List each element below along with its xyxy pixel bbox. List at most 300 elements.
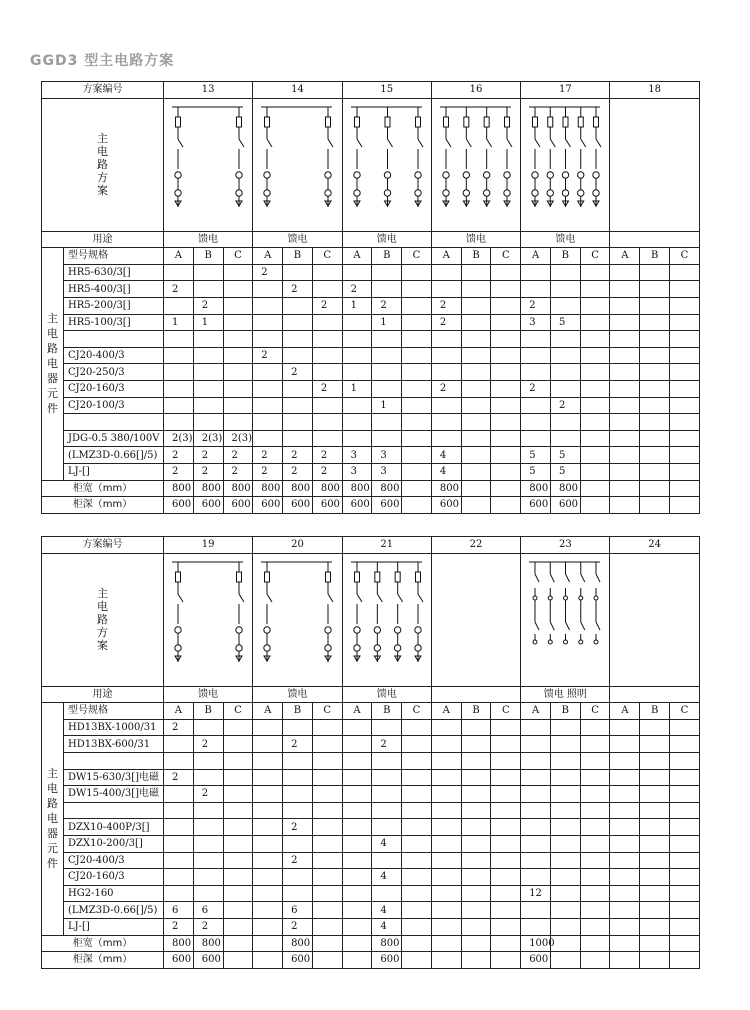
component-model: DW15-400/3[]电磁 bbox=[64, 786, 164, 803]
cabinet-depth-value: 600 bbox=[342, 497, 372, 514]
component-qty bbox=[461, 347, 491, 364]
component-qty bbox=[431, 869, 461, 886]
component-qty bbox=[193, 364, 223, 381]
phase-header: B bbox=[372, 248, 402, 265]
component-qty: 2 bbox=[312, 463, 342, 480]
component-qty bbox=[223, 819, 253, 836]
component-qty: 2 bbox=[193, 447, 223, 464]
phase-header: C bbox=[670, 248, 700, 265]
component-qty bbox=[253, 719, 283, 736]
circuit-schematic bbox=[432, 99, 521, 231]
component-qty bbox=[283, 835, 313, 852]
component-qty bbox=[312, 802, 342, 819]
component-qty bbox=[491, 297, 521, 314]
cabinet-width-value: 800 bbox=[193, 480, 223, 497]
component-qty bbox=[342, 397, 372, 414]
component-qty: 6 bbox=[164, 902, 194, 919]
component-qty bbox=[610, 885, 640, 902]
fuse-symbol bbox=[326, 572, 331, 582]
fuse-symbol bbox=[533, 117, 538, 127]
component-qty: 2 bbox=[372, 736, 402, 753]
component-qty bbox=[491, 397, 521, 414]
component-qty: 4 bbox=[431, 447, 461, 464]
component-qty bbox=[580, 736, 610, 753]
component-row bbox=[42, 918, 700, 935]
component-qty bbox=[461, 463, 491, 480]
fuse-symbol bbox=[578, 117, 583, 127]
component-qty bbox=[223, 380, 253, 397]
scheme-table-1 bbox=[41, 81, 699, 514]
ct-symbol bbox=[236, 189, 242, 195]
component-row bbox=[42, 380, 700, 397]
cabinet-depth-value bbox=[610, 952, 640, 969]
phase-header: B bbox=[193, 248, 223, 265]
component-qty bbox=[610, 347, 640, 364]
component-qty bbox=[312, 736, 342, 753]
component-model: JDG-0.5 380/100V bbox=[64, 430, 164, 447]
component-qty bbox=[164, 297, 194, 314]
ct-symbol bbox=[384, 171, 390, 177]
component-qty bbox=[372, 802, 402, 819]
usage-value: 馈电 照明 bbox=[521, 686, 610, 703]
component-row bbox=[42, 347, 700, 364]
component-qty bbox=[640, 297, 670, 314]
component-qty bbox=[431, 918, 461, 935]
component-qty bbox=[550, 281, 580, 298]
component-qty bbox=[491, 885, 521, 902]
component-qty bbox=[580, 347, 610, 364]
component-qty bbox=[283, 430, 313, 447]
component-qty bbox=[253, 752, 283, 769]
component-qty: 2 bbox=[223, 463, 253, 480]
component-qty bbox=[223, 902, 253, 919]
component-qty bbox=[550, 719, 580, 736]
cabinet-width-value bbox=[550, 935, 580, 952]
component-qty bbox=[283, 414, 313, 431]
component-qty bbox=[164, 264, 194, 281]
cabinet-depth-value: 600 bbox=[164, 952, 194, 969]
scheme-number: 15 bbox=[342, 82, 431, 99]
component-qty bbox=[580, 297, 610, 314]
phase-header: C bbox=[312, 248, 342, 265]
component-qty bbox=[580, 819, 610, 836]
cabinet-depth-value bbox=[580, 952, 610, 969]
component-qty bbox=[640, 918, 670, 935]
cabinet-width-value: 800 bbox=[521, 480, 551, 497]
component-qty bbox=[580, 769, 610, 786]
component-qty bbox=[491, 264, 521, 281]
ct-symbol bbox=[414, 171, 420, 177]
component-qty: 2 bbox=[283, 281, 313, 298]
component-qty bbox=[670, 414, 700, 431]
cabinet-depth-value: 600 bbox=[253, 497, 283, 514]
component-qty: 2 bbox=[193, 297, 223, 314]
component-qty bbox=[223, 364, 253, 381]
phase-header: B bbox=[550, 703, 580, 720]
scheme-number-label: 方案编号 bbox=[42, 537, 164, 554]
switch-symbol bbox=[446, 139, 451, 147]
phase-header: B bbox=[640, 248, 670, 265]
component-qty bbox=[550, 364, 580, 381]
component-qty bbox=[521, 902, 551, 919]
cabinet-width-value bbox=[402, 935, 432, 952]
component-qty bbox=[610, 736, 640, 753]
component-qty bbox=[670, 786, 700, 803]
phase-header: B bbox=[283, 248, 313, 265]
component-qty bbox=[461, 281, 491, 298]
component-qty bbox=[402, 447, 432, 464]
component-qty bbox=[193, 835, 223, 852]
cabinet-depth-label: 柜深（mm） bbox=[42, 952, 164, 969]
usage-row bbox=[42, 686, 700, 703]
component-qty bbox=[402, 397, 432, 414]
scheme-number: 13 bbox=[164, 82, 253, 99]
fuse-symbol bbox=[594, 596, 598, 600]
fuse-symbol bbox=[237, 117, 242, 127]
component-qty: 2 bbox=[521, 380, 551, 397]
component-row bbox=[42, 264, 700, 281]
component-qty bbox=[164, 380, 194, 397]
component-qty bbox=[580, 902, 610, 919]
component-qty bbox=[253, 364, 283, 381]
component-qty bbox=[402, 769, 432, 786]
component-qty bbox=[610, 281, 640, 298]
component-qty bbox=[640, 719, 670, 736]
cabinet-width-label: 柜宽（mm） bbox=[42, 935, 164, 952]
component-model: CJ20-400/3 bbox=[64, 347, 164, 364]
cabinet-width-value bbox=[402, 480, 432, 497]
cabinet-width-value bbox=[491, 480, 521, 497]
component-qty bbox=[670, 736, 700, 753]
component-qty bbox=[312, 769, 342, 786]
component-qty bbox=[402, 869, 432, 886]
component-group-label bbox=[42, 703, 64, 935]
component-qty bbox=[342, 331, 372, 348]
component-row bbox=[42, 902, 700, 919]
cabinet-depth-value bbox=[342, 952, 372, 969]
component-qty: 2(3) bbox=[193, 430, 223, 447]
component-qty bbox=[670, 397, 700, 414]
component-qty: 2 bbox=[283, 364, 313, 381]
component-qty bbox=[461, 430, 491, 447]
component-qty: 2 bbox=[253, 447, 283, 464]
fuse-symbol bbox=[326, 117, 331, 127]
component-qty bbox=[312, 264, 342, 281]
fuse-symbol bbox=[504, 117, 509, 127]
component-qty bbox=[312, 347, 342, 364]
component-qty bbox=[431, 852, 461, 869]
component-qty bbox=[491, 752, 521, 769]
component-qty bbox=[670, 447, 700, 464]
phase-header: A bbox=[431, 703, 461, 720]
cabinet-depth-value bbox=[461, 497, 491, 514]
usage-value bbox=[610, 231, 699, 248]
cabinet-width-value bbox=[640, 480, 670, 497]
component-qty bbox=[312, 786, 342, 803]
component-qty bbox=[670, 331, 700, 348]
phase-header: C bbox=[580, 703, 610, 720]
cabinet-width-value: 800 bbox=[223, 480, 253, 497]
component-qty bbox=[402, 786, 432, 803]
component-qty bbox=[610, 380, 640, 397]
component-qty: 4 bbox=[431, 463, 461, 480]
component-qty bbox=[640, 281, 670, 298]
component-qty bbox=[670, 802, 700, 819]
component-qty bbox=[402, 297, 432, 314]
component-qty bbox=[461, 414, 491, 431]
phase-header: B bbox=[461, 703, 491, 720]
phase-header: A bbox=[431, 248, 461, 265]
component-qty bbox=[491, 447, 521, 464]
component-qty bbox=[372, 331, 402, 348]
component-qty bbox=[491, 902, 521, 919]
component-qty bbox=[580, 885, 610, 902]
component-qty bbox=[402, 752, 432, 769]
component-qty: 2 bbox=[164, 918, 194, 935]
component-qty bbox=[342, 736, 372, 753]
component-qty bbox=[372, 852, 402, 869]
switch-symbol bbox=[239, 594, 244, 602]
component-qty bbox=[342, 918, 372, 935]
circuit-schematic bbox=[610, 554, 699, 686]
component-qty bbox=[521, 786, 551, 803]
component-qty bbox=[283, 719, 313, 736]
scheme-table-2 bbox=[41, 536, 699, 969]
component-qty bbox=[640, 802, 670, 819]
component-qty bbox=[372, 364, 402, 381]
component-qty bbox=[342, 719, 372, 736]
component-qty bbox=[253, 430, 283, 447]
component-qty bbox=[164, 752, 194, 769]
component-model: CJ20-100/3 bbox=[64, 397, 164, 414]
switch-symbol bbox=[357, 594, 362, 602]
usage-value: 馈电 bbox=[164, 231, 253, 248]
cabinet-width-value: 800 bbox=[342, 480, 372, 497]
component-qty bbox=[491, 819, 521, 836]
component-qty: 2 bbox=[164, 719, 194, 736]
component-model: HG2-160 bbox=[64, 885, 164, 902]
switch-symbol bbox=[566, 574, 570, 582]
cabinet-width-value: 800 bbox=[431, 480, 461, 497]
component-qty bbox=[610, 314, 640, 331]
cabinet-width-value bbox=[580, 480, 610, 497]
cabinet-depth-value: 600 bbox=[372, 497, 402, 514]
component-qty bbox=[193, 885, 223, 902]
phase-row bbox=[42, 248, 700, 265]
component-qty bbox=[283, 769, 313, 786]
component-qty bbox=[461, 331, 491, 348]
component-qty bbox=[461, 902, 491, 919]
component-qty bbox=[342, 414, 372, 431]
component-qty bbox=[342, 786, 372, 803]
component-qty bbox=[610, 463, 640, 480]
component-qty bbox=[461, 869, 491, 886]
circuit-diagram-cell bbox=[521, 98, 610, 231]
fuse-symbol bbox=[415, 117, 420, 127]
ct-symbol bbox=[353, 644, 359, 650]
cabinet-depth-value bbox=[312, 952, 342, 969]
fuse-symbol bbox=[564, 640, 568, 644]
component-qty bbox=[431, 786, 461, 803]
cabinet-width-value: 800 bbox=[193, 935, 223, 952]
component-qty: 2 bbox=[193, 786, 223, 803]
component-row bbox=[42, 869, 700, 886]
component-qty bbox=[610, 264, 640, 281]
component-qty bbox=[670, 281, 700, 298]
component-qty bbox=[193, 380, 223, 397]
component-qty: 2 bbox=[312, 380, 342, 397]
circuit-schematic bbox=[343, 99, 432, 231]
component-qty bbox=[580, 380, 610, 397]
component-model: CJ20-160/3 bbox=[64, 380, 164, 397]
component-qty bbox=[491, 769, 521, 786]
component-qty bbox=[521, 769, 551, 786]
component-qty bbox=[193, 719, 223, 736]
component-row bbox=[42, 414, 700, 431]
component-qty bbox=[670, 918, 700, 935]
component-qty: 2 bbox=[283, 852, 313, 869]
component-qty bbox=[640, 786, 670, 803]
component-qty bbox=[283, 380, 313, 397]
ct-symbol bbox=[353, 171, 359, 177]
component-qty bbox=[580, 430, 610, 447]
component-qty bbox=[521, 802, 551, 819]
component-qty bbox=[402, 347, 432, 364]
cabinet-depth-value: 600 bbox=[521, 952, 551, 969]
ct-symbol bbox=[414, 626, 420, 632]
component-qty bbox=[521, 364, 551, 381]
component-qty: 5 bbox=[550, 447, 580, 464]
component-qty bbox=[610, 430, 640, 447]
component-qty bbox=[640, 463, 670, 480]
ct-symbol bbox=[504, 171, 510, 177]
cabinet-depth-value: 600 bbox=[223, 497, 253, 514]
scheme-header-row bbox=[42, 537, 700, 554]
component-qty bbox=[431, 347, 461, 364]
component-qty: 2 bbox=[283, 819, 313, 836]
component-qty bbox=[640, 264, 670, 281]
switch-symbol bbox=[535, 139, 540, 147]
fuse-symbol bbox=[354, 572, 359, 582]
main-circuit-label bbox=[42, 553, 164, 686]
component-qty bbox=[372, 819, 402, 836]
switch-symbol bbox=[178, 594, 183, 602]
component-qty bbox=[402, 852, 432, 869]
phase-header: B bbox=[461, 248, 491, 265]
component-qty bbox=[521, 397, 551, 414]
component-qty bbox=[550, 752, 580, 769]
circuit-schematic bbox=[521, 99, 610, 231]
component-qty bbox=[312, 314, 342, 331]
component-qty bbox=[223, 802, 253, 819]
fuse-symbol bbox=[548, 640, 552, 644]
component-qty bbox=[223, 414, 253, 431]
component-qty bbox=[640, 314, 670, 331]
component-qty bbox=[312, 281, 342, 298]
component-qty bbox=[431, 902, 461, 919]
component-qty bbox=[640, 397, 670, 414]
ct-symbol bbox=[236, 626, 242, 632]
component-qty bbox=[431, 264, 461, 281]
component-qty bbox=[312, 331, 342, 348]
component-qty bbox=[164, 414, 194, 431]
component-qty bbox=[580, 786, 610, 803]
phase-header: C bbox=[402, 703, 432, 720]
component-qty: 1 bbox=[342, 380, 372, 397]
switch-symbol bbox=[418, 139, 423, 147]
diagram-row bbox=[42, 98, 700, 231]
component-qty bbox=[580, 331, 610, 348]
component-qty bbox=[640, 902, 670, 919]
circuit-diagram-cell bbox=[610, 98, 699, 231]
component-qty bbox=[580, 364, 610, 381]
component-qty: 6 bbox=[193, 902, 223, 919]
cabinet-depth-value bbox=[670, 952, 700, 969]
component-qty: 2 bbox=[283, 447, 313, 464]
component-qty: 2 bbox=[312, 447, 342, 464]
component-qty bbox=[431, 885, 461, 902]
component-qty bbox=[610, 752, 640, 769]
component-qty bbox=[670, 819, 700, 836]
component-qty bbox=[640, 885, 670, 902]
component-qty: 2 bbox=[193, 736, 223, 753]
component-qty bbox=[461, 447, 491, 464]
component-qty bbox=[670, 463, 700, 480]
component-qty bbox=[253, 869, 283, 886]
cabinet-width-row bbox=[42, 935, 700, 952]
cabinet-width-value bbox=[342, 935, 372, 952]
component-qty bbox=[461, 819, 491, 836]
component-model bbox=[64, 331, 164, 348]
switch-symbol bbox=[487, 139, 492, 147]
component-qty bbox=[550, 902, 580, 919]
component-qty bbox=[431, 736, 461, 753]
ct-symbol bbox=[325, 626, 331, 632]
component-qty bbox=[670, 347, 700, 364]
ct-symbol bbox=[175, 644, 181, 650]
component-qty bbox=[312, 885, 342, 902]
component-qty bbox=[521, 347, 551, 364]
component-qty bbox=[580, 463, 610, 480]
phase-header: B bbox=[550, 248, 580, 265]
component-qty bbox=[610, 719, 640, 736]
component-qty bbox=[610, 902, 640, 919]
component-qty bbox=[431, 430, 461, 447]
component-qty bbox=[223, 852, 253, 869]
component-qty bbox=[491, 802, 521, 819]
component-qty bbox=[342, 314, 372, 331]
component-qty bbox=[193, 331, 223, 348]
scheme-number: 19 bbox=[164, 537, 253, 554]
component-qty bbox=[461, 264, 491, 281]
component-qty bbox=[342, 752, 372, 769]
cabinet-width-value bbox=[580, 935, 610, 952]
component-qty bbox=[253, 297, 283, 314]
usage-value bbox=[610, 686, 699, 703]
component-qty: 4 bbox=[372, 869, 402, 886]
component-qty bbox=[223, 869, 253, 886]
scheme-number: 20 bbox=[253, 537, 342, 554]
phase-header: A bbox=[164, 248, 194, 265]
component-qty bbox=[550, 819, 580, 836]
component-qty bbox=[253, 819, 283, 836]
ct-symbol bbox=[325, 171, 331, 177]
circuit-diagram-cell bbox=[431, 98, 520, 231]
component-model: (LMZ3D-0.66[]/5) bbox=[64, 902, 164, 919]
cabinet-depth-value: 600 bbox=[283, 952, 313, 969]
component-qty bbox=[402, 902, 432, 919]
component-qty bbox=[372, 264, 402, 281]
